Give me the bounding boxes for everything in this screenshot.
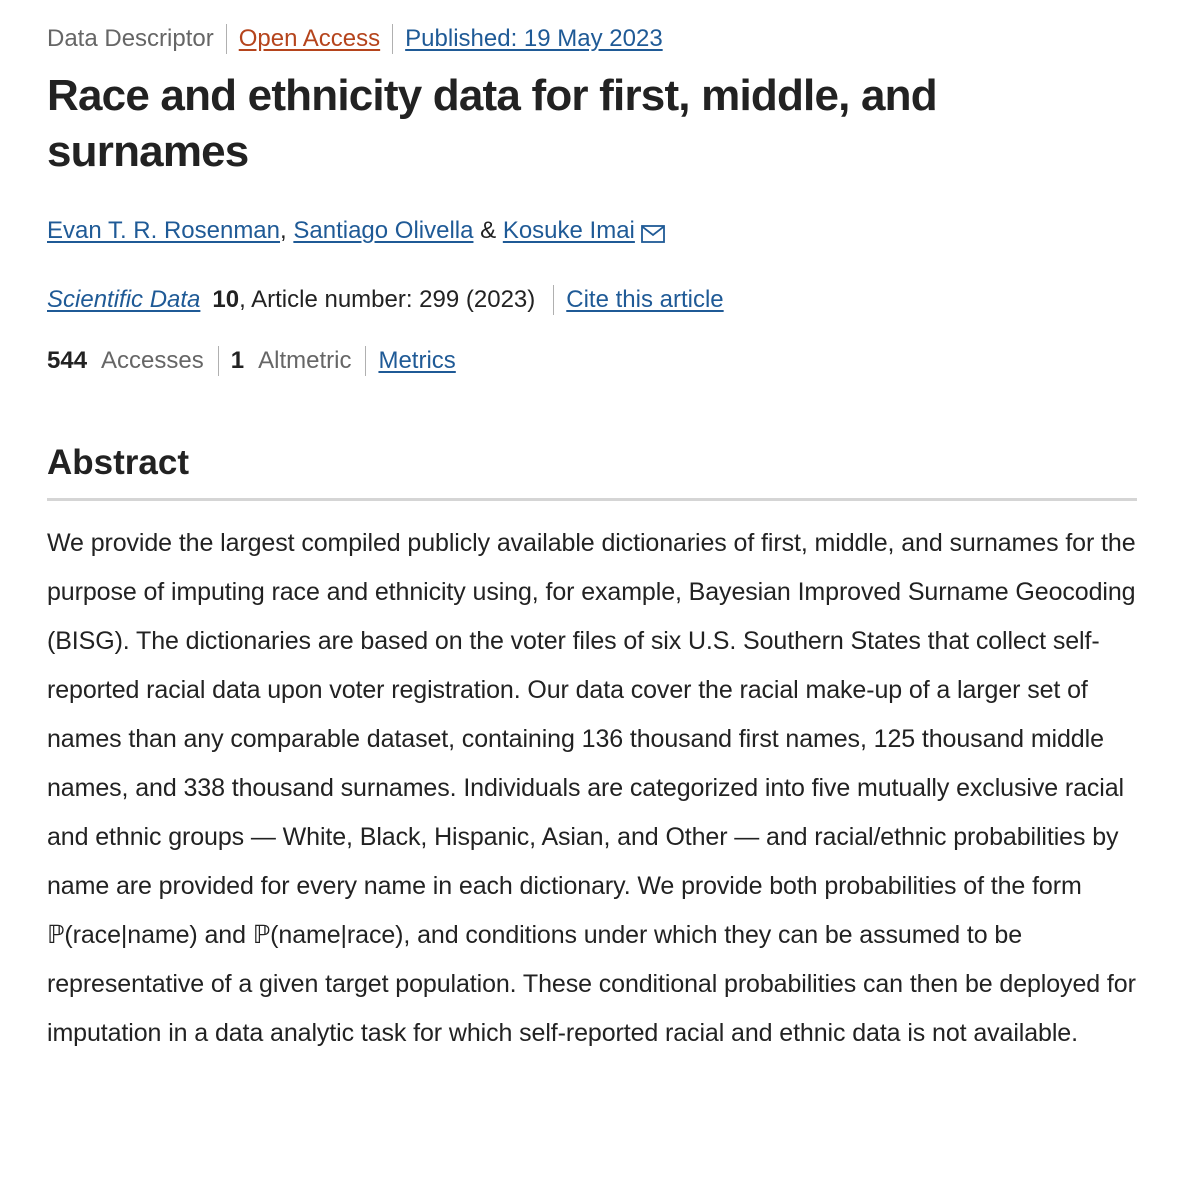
article-number: , Article number: 299 (2023) bbox=[239, 286, 536, 313]
altmetric-count: 1 bbox=[230, 347, 245, 374]
ampersand-text: & bbox=[480, 217, 497, 244]
mail-icon[interactable] bbox=[641, 219, 665, 237]
article-title: Race and ethnicity data for first, middle, and surnames bbox=[47, 71, 937, 176]
open-access-link[interactable]: Open Access bbox=[238, 25, 381, 52]
mail-icon-graphic bbox=[641, 225, 665, 243]
author-link[interactable]: Kosuke Imai bbox=[502, 217, 635, 244]
author-link[interactable]: Evan T. R. Rosenman bbox=[47, 217, 281, 244]
metrics-row bbox=[47, 344, 1200, 378]
journal-link[interactable]: Scientific Data bbox=[47, 286, 201, 313]
abstract-heading: Abstract bbox=[47, 441, 1137, 501]
metrics-link[interactable]: Metrics bbox=[378, 347, 456, 374]
article-type: Data Descriptor bbox=[47, 25, 214, 52]
author-ampersand bbox=[473, 214, 502, 248]
altmetric-label: Altmetric bbox=[258, 347, 352, 374]
citation-divider bbox=[553, 285, 554, 315]
accesses-count: 544 bbox=[47, 347, 88, 374]
cite-this-article-link[interactable]: Cite this article bbox=[566, 286, 724, 313]
accesses-label: Accesses bbox=[101, 347, 204, 374]
abstract-text: We provide the largest compiled publicly available dictionaries of first, middle, and surnames for the purpose of imputing race and ethnicity using, for example, Bayesian Improved Surname Geocoding (BISG). The dictionaries are based on the voter files of six U.S. Southern States that collect self-reported racial data upon voter registration. Our data cover the racial make-up of a larger set of names than any comparable dataset, containing 136 thousand first names, 125 thousand middle names, and 338 thousand surnames. Individuals are categorized into five mutually exclusive racial and ethnic groups — White, Black, Hispanic, Asian, and Other — and racial/ethnic probabilities by name are provided for every name in each dictionary. We provide both probabilities of the form ℙ(race|name) and ℙ(name|race), and conditions under which they can be assumed to be representative of a given target population. These conditional probabilities can then be deployed for imputation in a data analytic task for which self-reported racial and ethnic data is not available. bbox=[47, 529, 1136, 1047]
metrics-divider bbox=[365, 346, 366, 376]
author-list bbox=[47, 214, 1200, 248]
metrics-divider bbox=[218, 346, 219, 376]
published-date-link[interactable]: Published: 19 May 2023 bbox=[405, 25, 663, 52]
citation-row bbox=[47, 283, 1200, 317]
article-meta bbox=[47, 22, 1200, 56]
author-separator: , bbox=[280, 217, 287, 244]
meta-divider bbox=[392, 24, 393, 54]
author-space bbox=[287, 214, 294, 248]
journal-volume: 10 bbox=[212, 286, 240, 313]
author-link[interactable]: Santiago Olivella bbox=[293, 217, 474, 244]
meta-divider bbox=[226, 24, 227, 54]
